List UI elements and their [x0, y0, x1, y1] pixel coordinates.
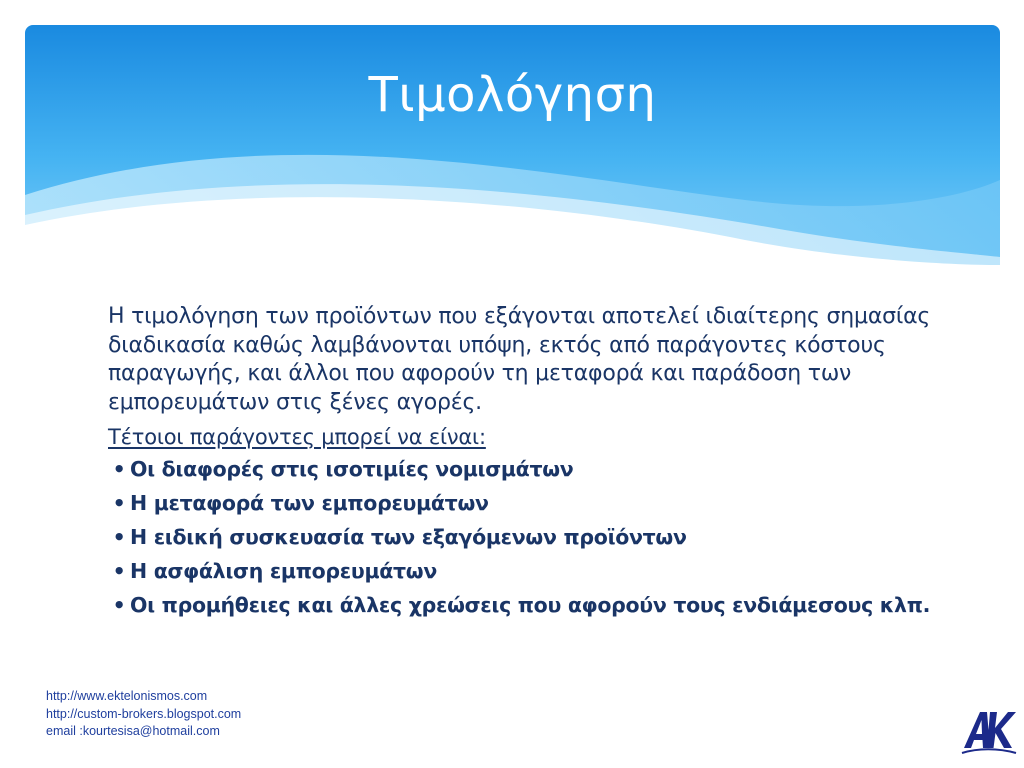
contact-footer	[46, 688, 241, 741]
wave-background	[25, 25, 1000, 265]
list-item-text: Η μεταφορά των εμπορευμάτων	[130, 491, 489, 515]
factors-subheading: Τέτοιοι παράγοντες μπορεί να είναι:	[108, 425, 486, 449]
list-item-text: Οι προμήθειες και άλλες χρεώσεις που αφορούν τους ενδιάμεσους κλπ.	[130, 593, 931, 617]
bullet-icon: •	[112, 559, 126, 583]
slide-title: Τιμολόγηση	[368, 67, 657, 123]
intro-paragraph: Η τιμολόγηση των προϊόντων που εξάγονται αποτελεί ιδιαίτερης σημασίας διαδικασία καθώς λαμβάνονται υπόψη, εκτός από παράγοντες κόστους παραγωγής, και άλλοι που αφορούν τη μεταφορά και παράδοση των εμπορευμάτων στις ξένες αγορές.	[108, 304, 931, 415]
list-item	[108, 455, 948, 483]
ak-logo-icon	[960, 704, 1018, 762]
list-item-text: Οι διαφορές στις ισοτιμίες νομισμάτων	[130, 457, 574, 481]
list-item	[108, 557, 948, 585]
factors-list	[108, 455, 948, 619]
list-item	[108, 591, 948, 619]
list-item	[108, 523, 948, 551]
bullet-icon: •	[112, 491, 126, 515]
bullet-icon: •	[112, 593, 126, 617]
list-item-text: Η ασφάλιση εμπορευμάτων	[130, 559, 437, 583]
list-item-text: Η ειδική συσκευασία των εξαγόμενων προϊόντων	[130, 525, 687, 549]
bullet-icon: •	[112, 457, 126, 481]
list-item	[108, 489, 948, 517]
website-link[interactable]: http://www.ektelonismos.com	[46, 689, 208, 703]
bullet-icon: •	[112, 525, 126, 549]
email-text: email :kourtesisa@hotmail.com	[46, 724, 220, 738]
slide-body	[108, 303, 948, 625]
title-banner	[25, 25, 1000, 265]
blog-link[interactable]: http://custom-brokers.blogspot.com	[46, 706, 242, 721]
